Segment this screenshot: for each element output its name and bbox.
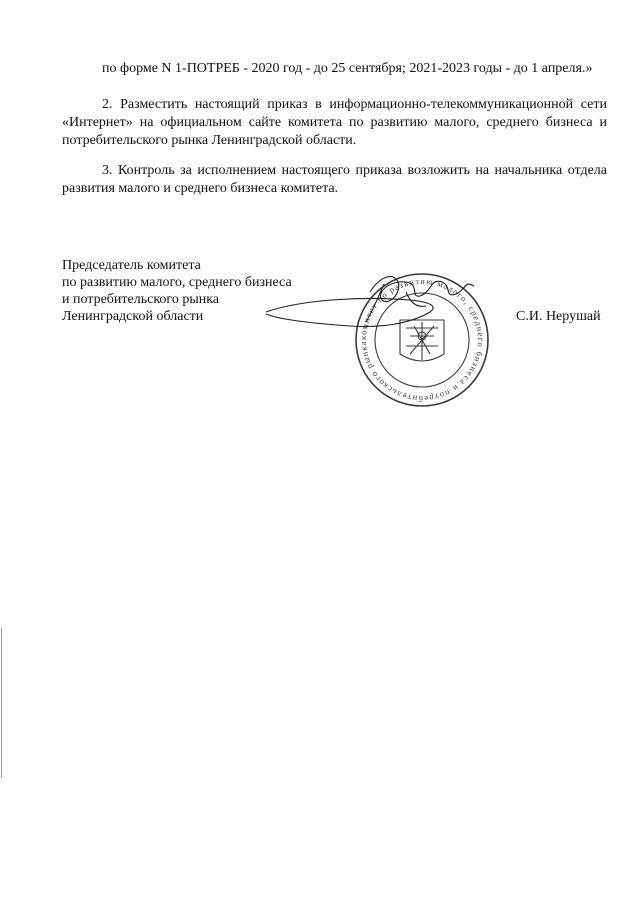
paragraph-2: 2. Разместить настоящий приказ в информационно-телекоммуникационной сети «Интернет» на официальном сайте комитета по развитию малого, среднего бизнеса и потребительского рынка Ленинградской области. [62,97,607,148]
signer-name: С.И. Нерушай [516,309,601,324]
position-line-4: Ленинградской области [62,309,204,324]
paragraph-3: 3. Контроль за исполнением настоящего приказа возложить на начальника отдела развития малого и среднего бизнеса комитета. [62,163,607,196]
seal-and-signature [256,254,510,405]
paragraph-1: по форме N 1-ПОТРЕБ - 2020 год - до 25 сентября; 2021-2023 годы - до 1 апреля.» [102,61,593,76]
scan-edge-mark [1,628,2,778]
position-line-3: и потребительского рынка [62,292,220,307]
paragraph-1-block [62,60,607,78]
position-line-2: по развитию малого, среднего бизнеса [62,275,292,290]
position-line-1: Председатель комитета [62,258,201,273]
signature-position-block [62,257,292,325]
seal-circular-text: комитет по развитию малого, среднего бизнеса и потребительского рынка Ленинградской области [256,254,487,405]
paragraph-3-block [62,162,607,198]
paragraph-2-block [62,96,607,150]
seal-emblem [400,320,444,361]
